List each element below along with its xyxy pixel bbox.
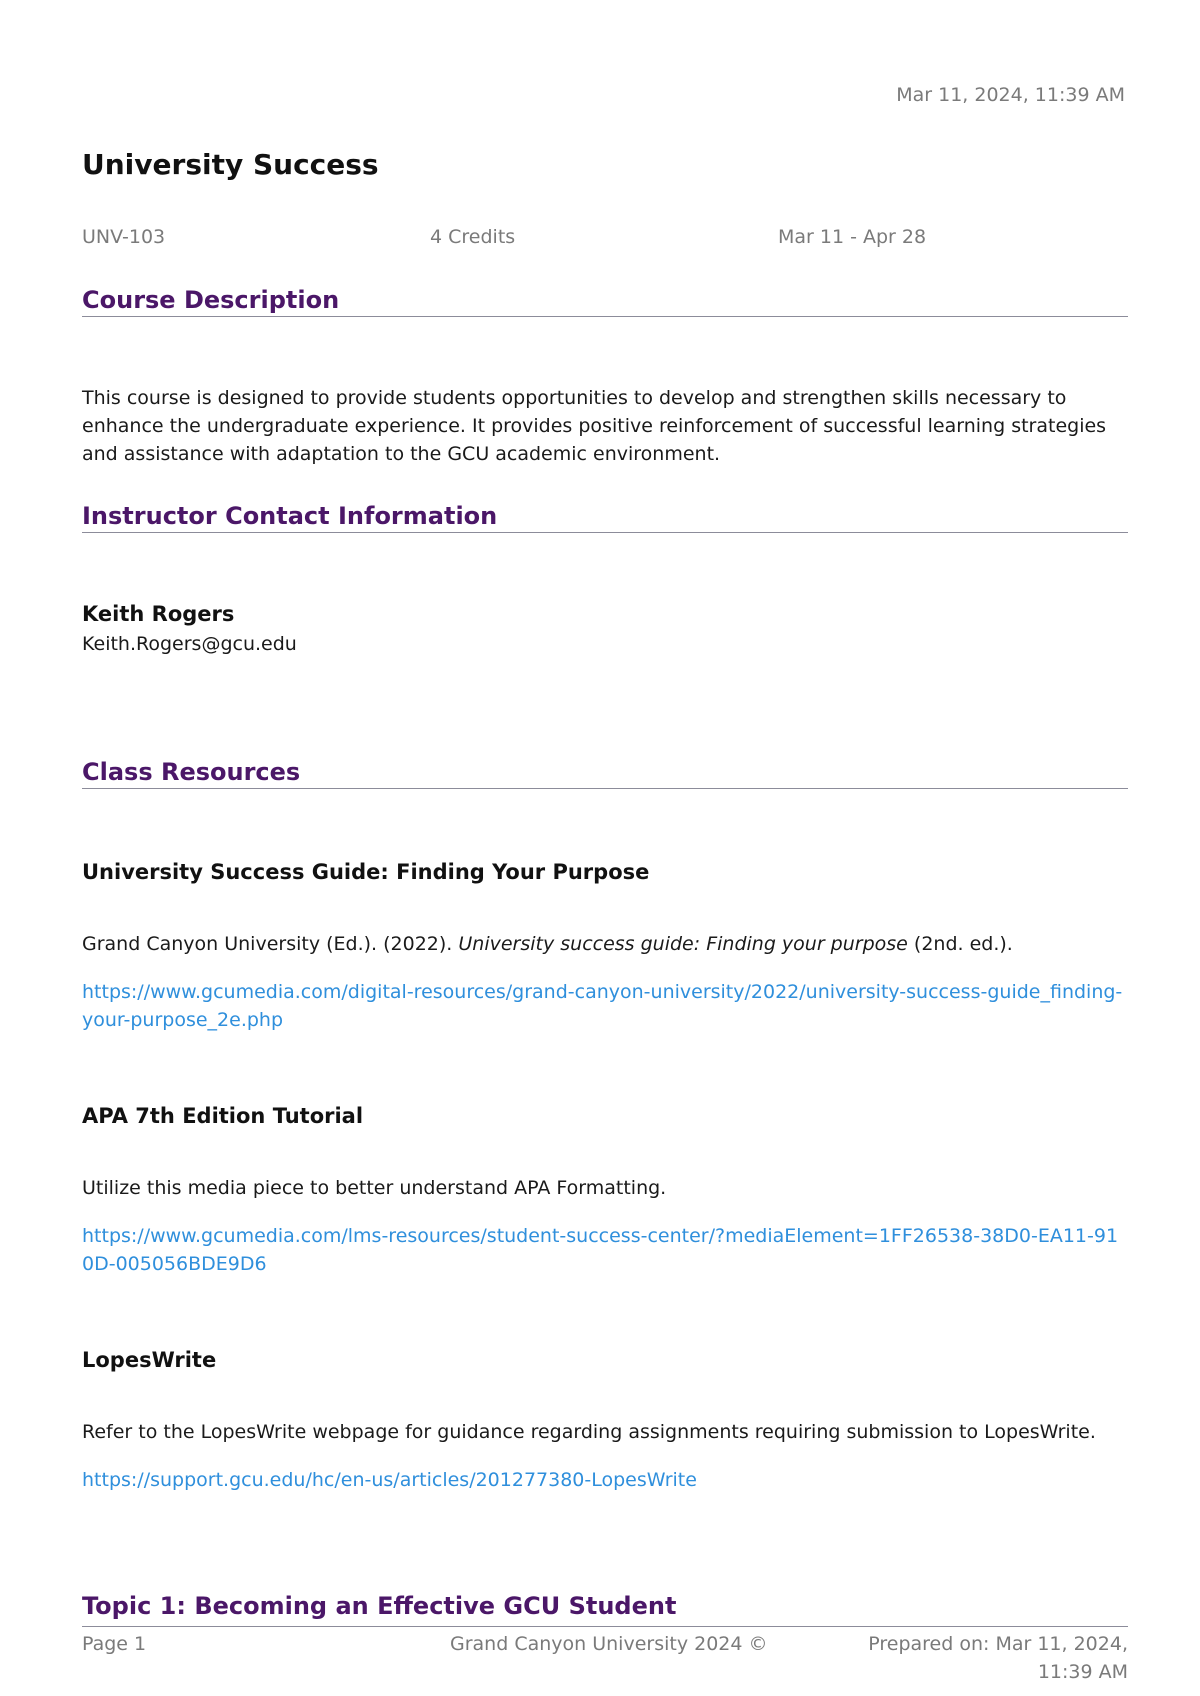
course-code: UNV-103 (82, 226, 166, 248)
course-description-text: This course is designed to provide students opportunities to develop and strengthen skills necessary to enhance the undergraduate experience. It provides positive reinforcement of successful learning strategies and assistance with adaptation to the GCU academic environment. (82, 387, 1107, 465)
instructor-name: Keith Rogers (82, 602, 235, 626)
resource-description-lopeswrite: Refer to the LopesWrite webpage for guidance regarding assignments requiring submission to LopesWrite. (82, 1421, 1096, 1443)
footer-page-number: Page 1 (82, 1633, 147, 1655)
course-title: University Success (82, 148, 379, 181)
resource-link-apa-tutorial[interactable]: https://www.gcumedia.com/lms-resources/student-success-center/?mediaElement=1FF26538-38D0-EA11-910D-005056BDE9D6 (82, 1225, 1119, 1275)
footer-divider (82, 1626, 1128, 1627)
footer-copyright: Grand Canyon University 2024 © (450, 1633, 768, 1655)
instructor-email: Keith.Rogers@gcu.edu (82, 633, 297, 655)
citation-suffix: (2nd. ed.). (907, 933, 1013, 955)
resource-citation (82, 930, 1128, 958)
section-heading-class-resources: Class Resources (82, 758, 1128, 789)
section-heading-instructor: Instructor Contact Information (82, 502, 1128, 533)
citation-prefix: Grand Canyon University (Ed.). (2022). (82, 933, 459, 955)
section-heading-topic-1: Topic 1: Becoming an Effective GCU Student (82, 1592, 677, 1620)
course-credits: 4 Credits (430, 226, 516, 248)
resource-description-apa: Utilize this media piece to better understand APA Formatting. (82, 1177, 667, 1199)
resource-link-lopeswrite[interactable]: https://support.gcu.edu/hc/en-us/articles/201277380-LopesWrite (82, 1469, 697, 1491)
resource-title-success-guide: University Success Guide: Finding Your Purpose (82, 860, 650, 884)
citation-title: University success guide: Finding your purpose (458, 933, 908, 955)
print-timestamp: Mar 11, 2024, 11:39 AM (896, 84, 1125, 106)
resource-title-apa-tutorial: APA 7th Edition Tutorial (82, 1104, 364, 1128)
course-dates: Mar 11 - Apr 28 (778, 226, 927, 248)
resource-title-lopeswrite: LopesWrite (82, 1348, 217, 1372)
section-heading-course-description: Course Description (82, 286, 1128, 317)
resource-link-success-guide[interactable]: https://www.gcumedia.com/digital-resources/grand-canyon-university/2022/university-success-guide_finding-your-purpose_2e.php (82, 981, 1123, 1031)
footer-prepared-on: Prepared on: Mar 11, 2024, 11:39 AM (868, 1633, 1128, 1683)
